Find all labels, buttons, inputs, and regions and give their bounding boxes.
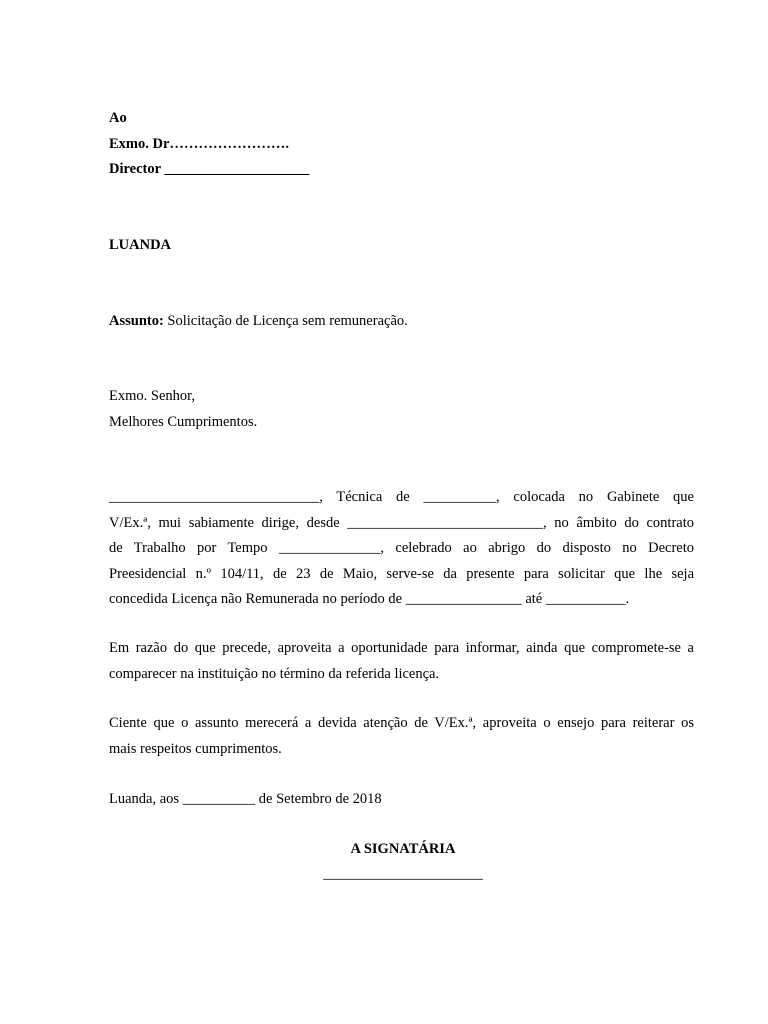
addressee-block (109, 106, 309, 183)
greeting-block (109, 384, 257, 435)
greeting-line-2: Melhores Cumprimentos. (109, 413, 258, 430)
subject-line (109, 309, 408, 335)
paragraph-line: Preesidencial n.º 104/11, de 23 de Maio, serve-se da presente para solicitar que lhe seja (109, 565, 694, 582)
paragraph-line: _____________________________, Técnica de __________, colocada no Gabinete que (109, 489, 694, 505)
paragraph-line: Em razão do que precede, aproveita a oportunidade para informar, ainda que compromete-se a (109, 640, 694, 656)
body-paragraph-2 (109, 636, 694, 687)
paragraph-line: concedida Licença não Remunerada no período de ________________ até ___________. (109, 591, 630, 607)
body-paragraph-3 (109, 711, 694, 762)
addressee-to: Ao (109, 110, 127, 126)
paragraph-line: comparecer na instituição no término da referida licença. (109, 665, 440, 682)
subject-text: Solicitação de Licença sem remuneração. (163, 313, 408, 329)
addressee-recipient: Exmo. Dr……………………. (109, 135, 290, 152)
date-line: Luanda, aos __________ de Setembro de 2018 (109, 791, 382, 807)
greeting-line-1: Exmo. Senhor, (109, 388, 196, 404)
paragraph-line: de Trabalho por Tempo ______________, celebrado ao abrigo do disposto no Decreto (109, 540, 694, 556)
paragraph-line: mais respeitos cumprimentos. (109, 740, 282, 757)
signature-title: A SIGNATÁRIA (350, 841, 456, 857)
city-heading: LUANDA (109, 237, 172, 253)
paragraph-line: V/Ex.ª, mui sabiamente dirige, desde ___________________________, no âmbito do contrato (109, 514, 694, 531)
subject-label: Assunto: (109, 313, 164, 329)
paragraph-line: Ciente que o assunto merecerá a devida atenção de V/Ex.ª, aproveita o ensejo para reiterar os (109, 715, 694, 731)
addressee-position: Director ____________________ (109, 161, 310, 177)
body-paragraph-1 (109, 485, 694, 613)
signature-line: ______________________ (323, 866, 483, 882)
